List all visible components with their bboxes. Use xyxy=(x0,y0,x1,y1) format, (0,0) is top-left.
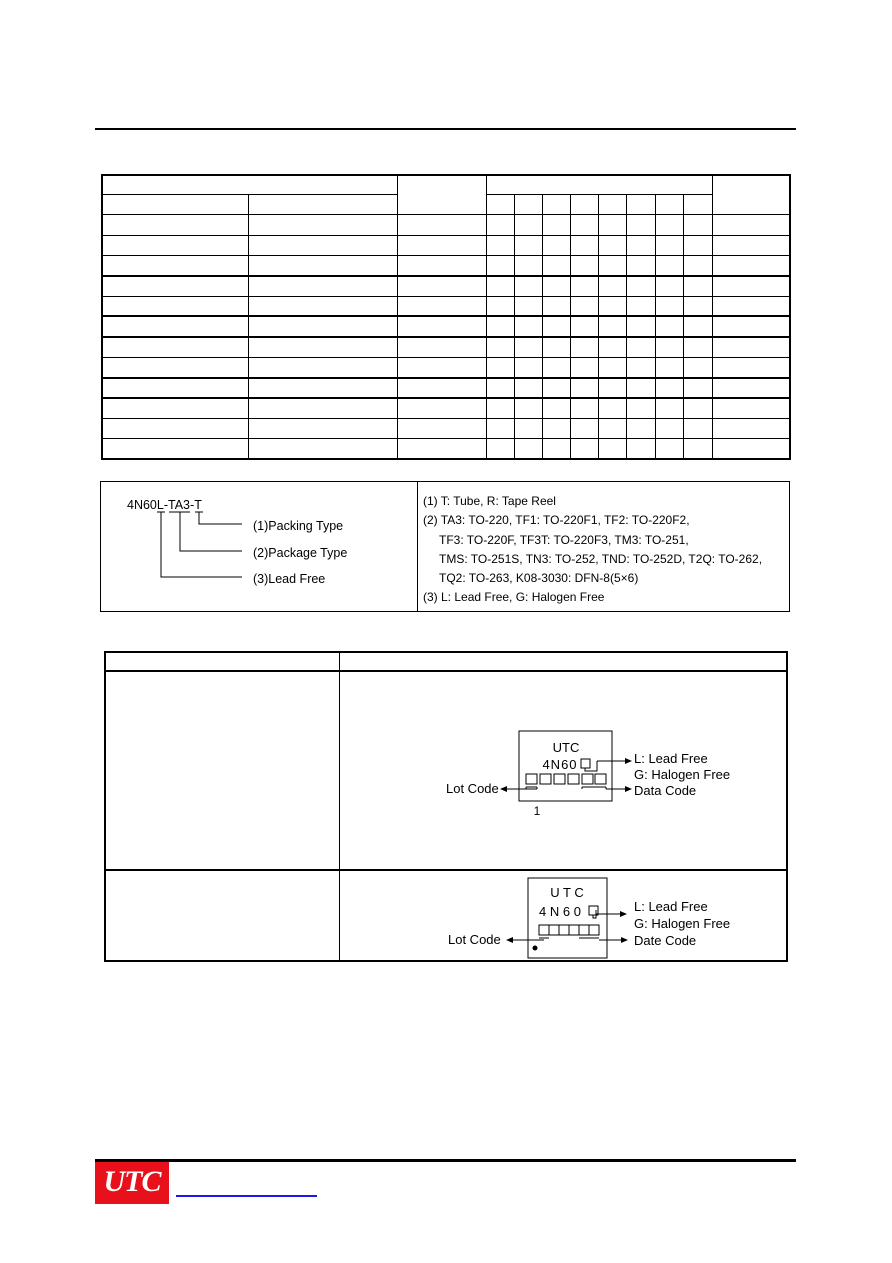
pin-cell xyxy=(598,194,626,214)
table-row xyxy=(102,378,790,398)
pin-cell xyxy=(683,194,712,214)
brand-text: UTC xyxy=(552,740,580,755)
lot-code-label: Lot Code xyxy=(446,781,499,796)
package-type-label: (2)Package Type xyxy=(253,546,348,560)
table-row xyxy=(102,255,790,275)
footer-rule xyxy=(95,1159,796,1162)
website-link[interactable] xyxy=(176,1195,317,1197)
marking-diagrams xyxy=(106,653,790,964)
marking-table xyxy=(104,651,788,962)
utc-logo xyxy=(95,1162,169,1204)
pin1-dot xyxy=(533,946,538,951)
packing-type-label: (1)Packing Type xyxy=(253,519,344,533)
table-row xyxy=(102,316,790,336)
lead-free-label: L: Lead Free xyxy=(634,751,708,766)
part-text: 4N60 xyxy=(542,757,578,772)
table-row xyxy=(102,215,790,235)
date-code-label: Date Code xyxy=(634,933,697,948)
table-row xyxy=(102,398,790,418)
table-row xyxy=(102,439,790,459)
table-row xyxy=(102,296,790,316)
pin-cell xyxy=(570,194,598,214)
part-number-diagram xyxy=(101,482,417,613)
brand-text: U T C xyxy=(550,885,584,900)
note-package-cont: TMS: TO-251S, TN3: TO-252, TND: TO-252D, T2Q: TO-262, xyxy=(439,551,763,566)
leader-line xyxy=(180,512,242,551)
part-number-box xyxy=(100,481,790,612)
pin-cell xyxy=(655,194,683,214)
header-cell-pin-assignment xyxy=(486,175,712,194)
lot-code-label: Lot Code xyxy=(448,932,501,947)
pin-cell xyxy=(514,194,542,214)
pin-cell xyxy=(486,194,514,214)
data-code-label: Data Code xyxy=(634,783,697,798)
table-row xyxy=(102,337,790,357)
table-row xyxy=(102,418,790,438)
note-lead-free: (3) L: Lead Free, G: Halogen Free xyxy=(423,590,605,605)
part-text: 4 N 6 0 xyxy=(539,904,581,919)
part-number-notes xyxy=(423,492,762,608)
logo-text: UTC xyxy=(103,1165,161,1198)
table-row xyxy=(102,235,790,255)
ordering-table xyxy=(101,174,791,460)
note-package: (2) TA3: TO-220, TF1: TO-220F1, TF2: TO-220F2, xyxy=(423,513,690,528)
pin-cell xyxy=(542,194,570,214)
table-row xyxy=(102,276,790,296)
table-header-row xyxy=(102,175,790,194)
header-cell-halogen-free xyxy=(248,194,397,214)
divider xyxy=(417,482,418,611)
halogen-free-label: G: Halogen Free xyxy=(634,767,731,782)
note-packing: (1) T: Tube, R: Tape Reel xyxy=(423,494,556,508)
leader-line xyxy=(199,512,242,524)
note-package-cont: TF3: TO-220F, TF3T: TO-220F3, TM3: TO-251, xyxy=(439,532,689,547)
table-row xyxy=(102,357,790,377)
header-cell-packing xyxy=(712,175,790,215)
marking-diagram-1 xyxy=(446,731,730,818)
header-cell-ordering-number xyxy=(102,175,397,194)
header-cell-package xyxy=(397,175,486,215)
pin-cell xyxy=(626,194,655,214)
marking-diagram-2 xyxy=(448,878,730,958)
lead-free-label: L: Lead Free xyxy=(634,899,708,914)
pin-label: 1 xyxy=(533,804,541,818)
header-cell-lead-free xyxy=(102,194,248,214)
halogen-free-label: G: Halogen Free xyxy=(634,916,731,931)
note-package-cont: TQ2: TO-263, K08-3030: DFN-8(5×6) xyxy=(439,571,639,586)
option-box xyxy=(581,759,590,768)
part-code: 4N60L-TA3-T xyxy=(127,498,202,512)
lead-free-label: (3)Lead Free xyxy=(253,572,326,586)
header-rule xyxy=(95,128,796,130)
leader-line xyxy=(161,512,242,577)
